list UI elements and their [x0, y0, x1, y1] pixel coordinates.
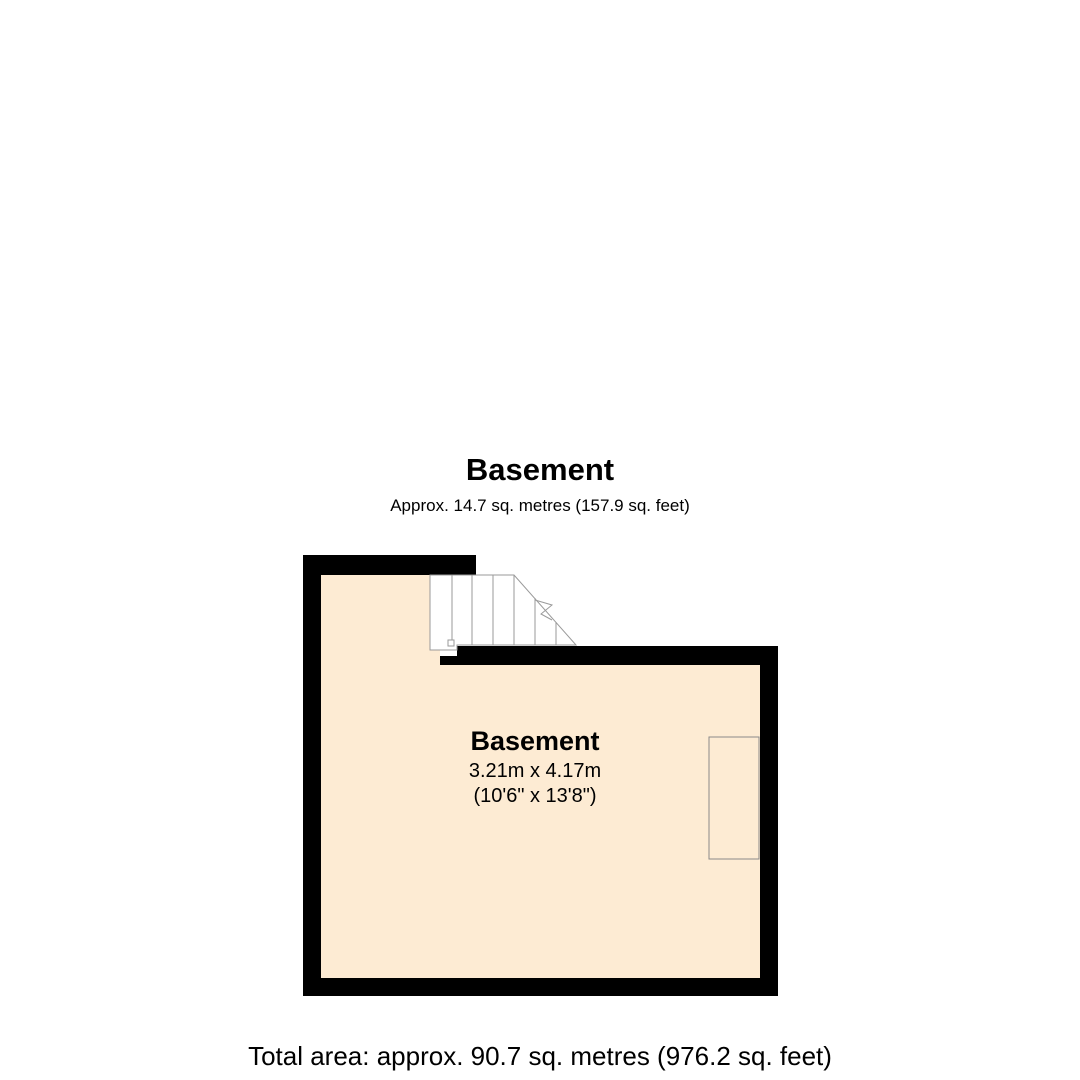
room-name: Basement	[470, 726, 600, 756]
staircase	[430, 575, 576, 650]
floor-area: Approx. 14.7 sq. metres (157.9 sq. feet)	[390, 496, 690, 515]
room-dimensions-imperial: (10'6" x 13'8")	[473, 785, 597, 807]
room-dimensions-metric: 3.21m x 4.17m	[468, 760, 602, 782]
floor-title: Basement	[465, 452, 615, 487]
total-area: Total area: approx. 90.7 sq. metres (976.2 sq. feet)	[248, 1041, 832, 1071]
